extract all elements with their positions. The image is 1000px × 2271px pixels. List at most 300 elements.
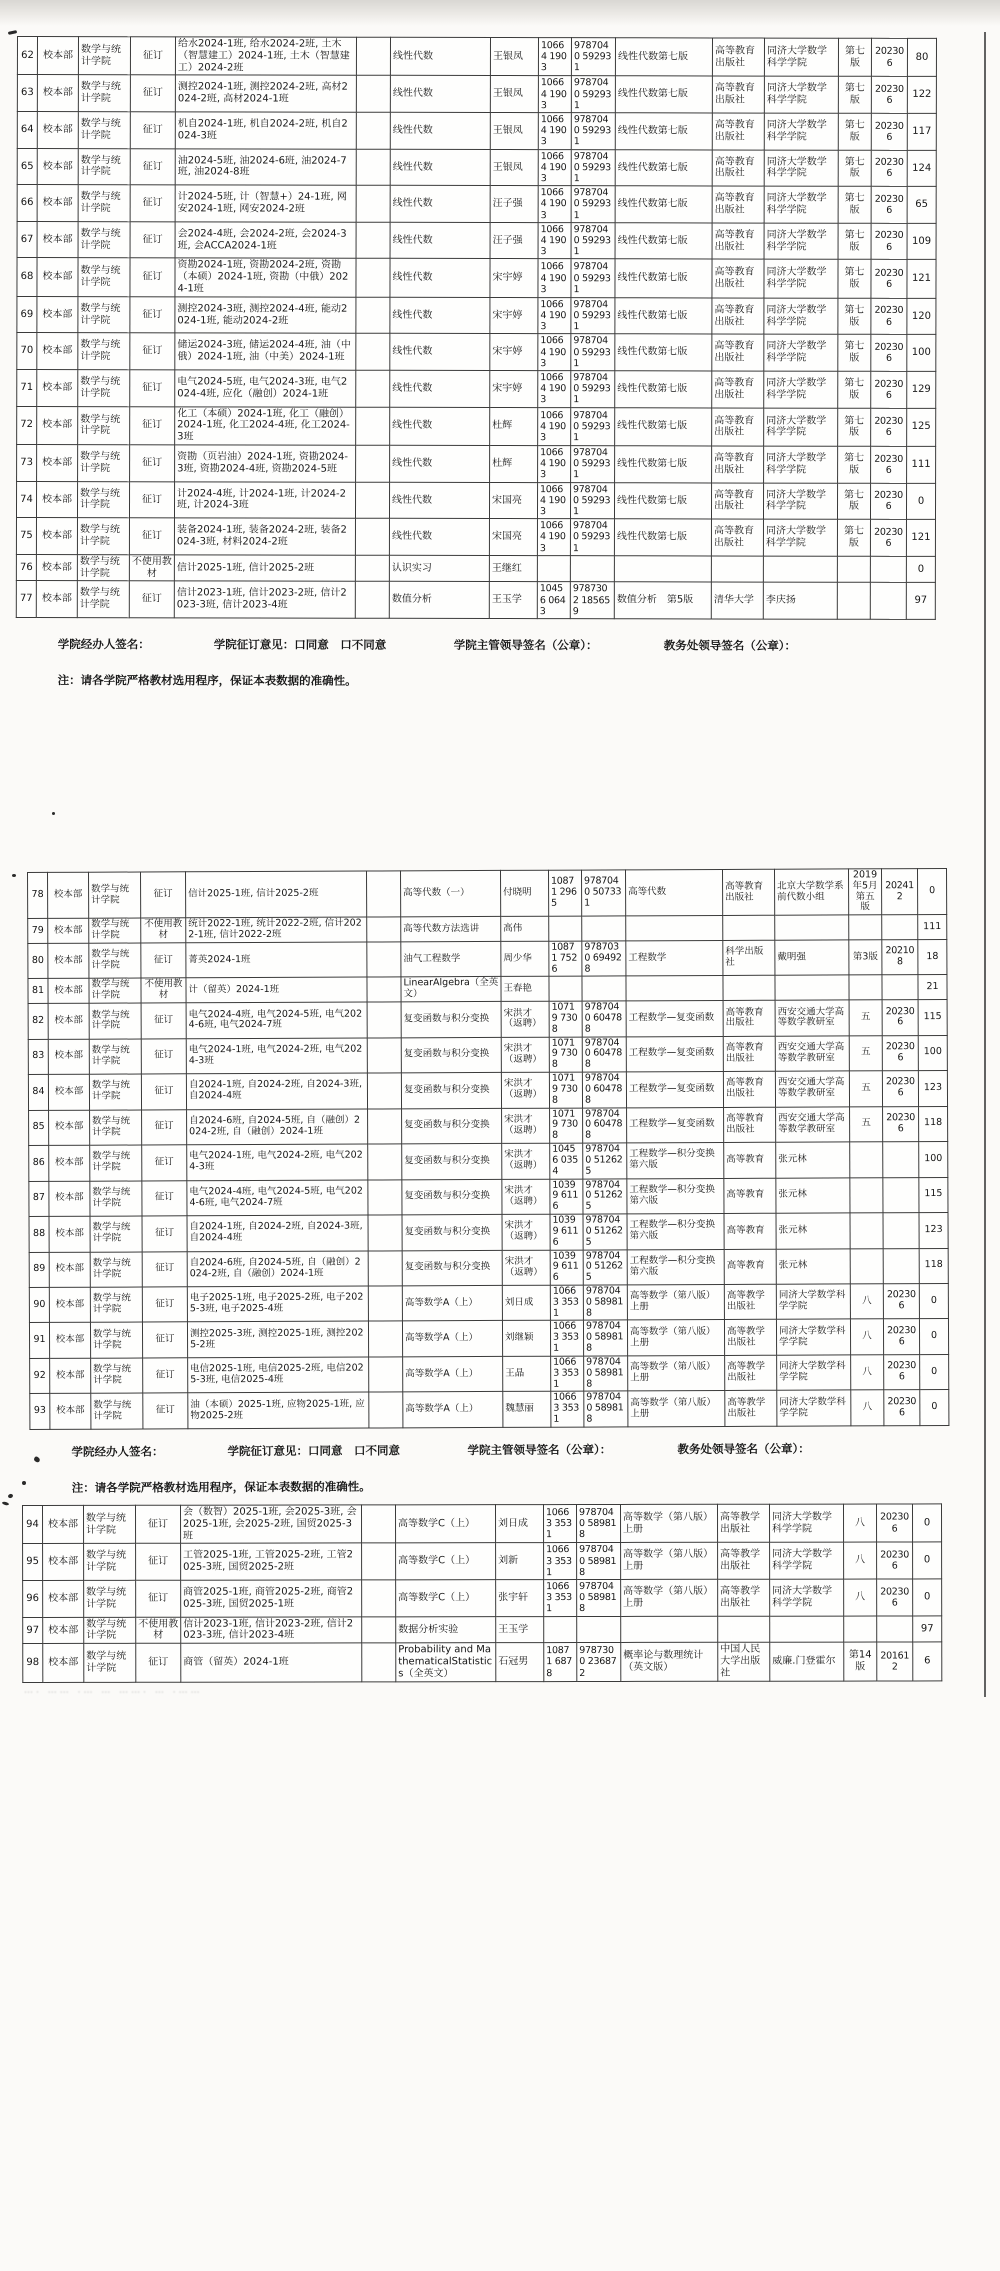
cell-col8: 宋洪才（返聘） <box>501 1072 549 1108</box>
cell-col15 <box>883 1213 919 1249</box>
academic-office-signature-label: 教务处领导签名（公章）： <box>677 1441 810 1457</box>
cell-col7: 复变函数与积分变换 <box>401 1073 501 1109</box>
cell-col16: 100 <box>907 335 936 372</box>
cell-col9: 10399 6116 <box>550 1250 583 1286</box>
cell-col6 <box>369 1392 403 1428</box>
cell-col16: 0 <box>919 1283 948 1319</box>
cell-col15: 202306 <box>871 408 907 446</box>
cell-col7: 复变函数与积分变换 <box>401 1002 501 1038</box>
cell-col5: 测控2025-3班, 测控2025-1班, 测控2025-2班 <box>187 1321 368 1357</box>
cell-col4: 征订 <box>142 1251 187 1287</box>
cell-col11: 工程数学—复变函数 <box>626 1036 723 1072</box>
college-leader-signature-label: 学院主管领导签名（公章）： <box>467 1442 612 1458</box>
cell-col12: 高等教育 <box>724 1249 776 1285</box>
cell-col4: 征订 <box>141 1074 186 1110</box>
cell-col3: 数学与统计学院 <box>77 481 129 518</box>
cell-col7: 线性代数 <box>390 334 490 371</box>
cell-col9: 10456 0354 <box>550 1143 583 1179</box>
cell-col6 <box>368 1286 402 1322</box>
cell-col11: 工程数学—积分变换 第六版 <box>627 1213 724 1249</box>
cell-col14: 2019年5月第五版 <box>848 869 881 915</box>
cell-col16: 118 <box>919 1248 948 1284</box>
cell-col8: 宋洪才（返聘） <box>501 1037 549 1073</box>
cell-col2: 校本部 <box>43 1505 84 1543</box>
cell-col8: 宋宇婷 <box>490 334 538 371</box>
cell-col11: 工程数学 <box>626 940 723 976</box>
cell-col4: 征订 <box>129 481 174 518</box>
cell-col3: 数学与统计学院 <box>84 1617 136 1644</box>
cell-col3: 数学与统计学院 <box>91 1393 143 1429</box>
cell-col2: 校本部 <box>48 1003 89 1039</box>
cell-col6 <box>356 149 390 186</box>
cell-col2: 校本部 <box>37 148 78 185</box>
cell-col4: 征订 <box>130 75 175 112</box>
cell-col1: 94 <box>23 1505 43 1543</box>
cell-col7: Probability and MathematicalStatistics（全英文） <box>396 1643 496 1682</box>
cell-col11: 线性代数第七版 <box>615 76 712 113</box>
cell-col9: 10663 3531 <box>544 1543 577 1580</box>
cell-col10: 9787040 604788 <box>582 1072 626 1108</box>
cell-col14: 第七版 <box>838 335 871 372</box>
cell-col2: 校本部 <box>49 1181 90 1217</box>
cell-col3: 数学与统计学院 <box>90 1322 142 1358</box>
cell-col11: 高等数学（第八版）上册 <box>628 1355 725 1391</box>
table-row <box>17 258 936 298</box>
accuracy-note: 注：请各学院严格教材选用程序，保证本表数据的准确性。 <box>57 673 357 688</box>
cell-col16: 97 <box>913 1616 942 1643</box>
cell-col4: 不使用教材 <box>136 1617 181 1644</box>
cell-col12: 高等教育出版社 <box>712 298 764 335</box>
cell-col5: 机自2024-1班, 机自2024-2班, 机自2024-3班 <box>175 112 356 149</box>
cell-col1: 62 <box>17 37 37 75</box>
cell-col15: 202306 <box>871 77 907 114</box>
cell-col1: 93 <box>30 1394 50 1430</box>
cell-col8: 宋洪才（返聘） <box>502 1214 550 1250</box>
cell-col13: 西安交通大学高等数学教研室 <box>775 1036 849 1072</box>
cell-col6 <box>356 76 390 113</box>
cell-col2: 校本部 <box>49 1216 90 1252</box>
cell-col2: 校本部 <box>36 554 77 581</box>
cell-col10: 9787040 592931 <box>571 334 615 371</box>
cell-col11 <box>614 556 711 583</box>
cell-col3: 数学与统计学院 <box>78 185 130 222</box>
cell-col7: 线性代数 <box>389 482 489 519</box>
cell-col1: 72 <box>17 406 37 444</box>
cell-col2: 校本部 <box>49 1110 90 1146</box>
cell-col8: 王继红 <box>489 555 537 582</box>
cell-col16: 120 <box>907 298 936 335</box>
cell-col4: 不使用教材 <box>141 918 186 943</box>
cell-col2: 校本部 <box>43 1580 84 1617</box>
cell-col15: 202306 <box>871 371 907 408</box>
cell-col15 <box>882 915 918 940</box>
cell-col13: 北京大学数学系前代数小组 <box>774 869 848 916</box>
cell-col5: 油（本硕）2025-1班, 应物2025-1班, 应物2025-2班 <box>188 1392 369 1428</box>
cell-col10: 9787300 236872 <box>577 1643 621 1681</box>
cell-col13: 同济大学数学科学学院 <box>764 335 838 372</box>
cell-col7: 复变函数与积分变换 <box>402 1214 502 1250</box>
cell-col1: 68 <box>17 258 37 296</box>
cell-col2: 校本部 <box>37 185 78 222</box>
cell-col13: 同济大学数学科学学院 <box>769 1504 843 1543</box>
cell-col5: 装备2024-1班, 装备2024-2班, 装备2024-3班, 材料2024-2班 <box>174 518 355 555</box>
cell-col7: 高等代数方法选讲 <box>401 917 501 942</box>
cell-col10: 9787040 589818 <box>584 1391 628 1427</box>
cell-col14: 八 <box>850 1319 883 1355</box>
cell-col9: 10719 7308 <box>549 1001 582 1037</box>
cell-col6 <box>367 1037 401 1073</box>
cell-col5: 资勘2024-1班, 资勘2024-2班, 资勘（本硕）2024-1班, 资勘（中俄）2024-1班 <box>175 258 356 297</box>
cell-col6 <box>362 1543 396 1580</box>
cell-col2: 校本部 <box>48 1039 89 1075</box>
cell-col15: 202306 <box>883 1319 919 1355</box>
cell-col12 <box>711 556 763 583</box>
cell-col14: 第七版 <box>837 519 870 556</box>
cell-col10: 9787040 512625 <box>583 1214 627 1250</box>
cell-col2: 校本部 <box>50 1358 91 1394</box>
academic-office-signature-label: 教务处领导签名（公章）： <box>663 638 796 653</box>
cell-col12: 高等教育出版社 <box>712 186 764 223</box>
cell-col13: 同济大学数学科学学院 <box>764 38 838 77</box>
cell-col12: 高等教育出版社 <box>712 371 764 408</box>
cell-col9: 10664 1903 <box>538 297 571 334</box>
ink-speck <box>8 30 17 35</box>
cell-col9: 10664 1903 <box>538 371 571 408</box>
cell-col4: 不使用教材 <box>129 555 174 582</box>
cell-col13: 同济大学数学科学学院 <box>770 1542 844 1579</box>
cell-col5: 自2024-6班, 自2024-5班, 自（融创）2024-2班, 自（融创）2024-1班 <box>187 1109 368 1145</box>
table-row <box>29 1283 948 1322</box>
cell-col8: 宋洪才（返聘） <box>502 1250 550 1286</box>
cell-col11: 线性代数第七版 <box>615 298 712 335</box>
cell-col1: 75 <box>16 518 36 555</box>
cell-col16: 115 <box>919 1177 948 1213</box>
cell-col11: 高等数学（第八版）上册 <box>620 1504 717 1543</box>
cell-col5: 电气2024-1班, 电气2024-2班, 电气2024-3班 <box>186 1038 367 1074</box>
cell-col12: 中国人民大学出版社 <box>718 1642 770 1680</box>
cell-col4: 征订 <box>136 1505 181 1543</box>
cell-col11: 工程数学—积分变换 第六版 <box>627 1143 724 1179</box>
cell-col10: 9787040 592931 <box>571 38 615 76</box>
cell-col12: 高等教育出版社 <box>711 483 763 520</box>
cell-col1: 88 <box>29 1216 49 1252</box>
cell-col4: 征订 <box>130 148 175 185</box>
cell-col2: 校本部 <box>37 221 78 258</box>
cell-col4: 征订 <box>142 1287 187 1323</box>
cell-col12: 高等教育出版社 <box>722 869 774 916</box>
cell-col1: 86 <box>29 1145 49 1181</box>
cell-col9: 10871 2965 <box>548 870 581 916</box>
cell-col13 <box>775 975 849 1000</box>
cell-col14: 第七版 <box>837 483 870 520</box>
cell-col5: 给水2024-1班, 给水2024-2班, 土木（智慧建工）2024-1班, 土木（智慧建工）2024-2班 <box>175 37 356 76</box>
cell-col4: 征订 <box>130 258 175 296</box>
cell-col1: 80 <box>28 943 48 979</box>
bleedthrough-text: ⋯· ⋯⋯ ·⋯ ⋯ ⋯⋯· ⋯ ·⋯⋯ <box>24 1688 203 1698</box>
cell-col7: 高等数学A（上） <box>403 1356 503 1392</box>
cell-col11: 高等数学（第八版）上册 <box>627 1284 724 1320</box>
cell-col3: 数学与统计学院 <box>89 872 141 919</box>
cell-col15: 201612 <box>877 1642 913 1680</box>
cell-col16: 121 <box>906 520 935 557</box>
cell-col5: 自2024-1班, 自2024-2班, 自2024-3班, 自2024-4班 <box>187 1215 368 1251</box>
cell-col4: 征订 <box>136 1544 181 1581</box>
cell-col3: 数学与统计学院 <box>90 1181 142 1217</box>
cell-col1: 81 <box>28 979 48 1004</box>
cell-col7: 线性代数 <box>390 445 490 482</box>
cell-col13: 同济大学数学科学学院 <box>764 298 838 335</box>
cell-col16: 21 <box>918 975 947 1000</box>
cell-col1: 84 <box>28 1074 48 1110</box>
cell-col16: 0 <box>919 1319 948 1355</box>
cell-col10: 9787040 592931 <box>571 259 615 297</box>
cell-col9 <box>544 1616 577 1643</box>
cell-col3: 数学与统计学院 <box>84 1580 136 1617</box>
cell-col5: 会2024-4班, 会2024-2班, 会2024-3班, 会ACCA2024-1班 <box>175 222 356 259</box>
cell-col1: 71 <box>17 370 37 407</box>
cell-col15: 202306 <box>884 1355 920 1391</box>
cell-col10: 9787040 589818 <box>584 1356 628 1392</box>
cell-col1: 82 <box>28 1004 48 1040</box>
cell-col2: 校本部 <box>37 37 78 75</box>
cell-col13: 同济大学数学科学学院 <box>764 186 838 223</box>
cell-col9: 10719 7308 <box>549 1072 582 1108</box>
cell-col1: 64 <box>17 112 37 149</box>
cell-col13 <box>775 915 849 940</box>
cell-col10 <box>582 916 626 941</box>
cell-col15: 202306 <box>871 38 907 76</box>
cell-col8: 王晶 <box>503 1356 551 1392</box>
cell-col6 <box>356 297 390 334</box>
cell-col15: 202412 <box>881 869 917 915</box>
cell-col6 <box>356 259 390 297</box>
cell-col16: 18 <box>918 939 947 975</box>
cell-col4: 征订 <box>141 943 186 979</box>
cell-col12 <box>723 916 775 941</box>
cell-col6 <box>356 222 390 259</box>
cell-col9: 10399 6116 <box>550 1214 583 1250</box>
cell-col6 <box>362 1643 396 1681</box>
cell-col1: 73 <box>17 445 37 482</box>
cell-col6 <box>356 407 390 445</box>
cell-col10: 9787040 592931 <box>571 407 615 445</box>
cell-col3: 数学与统计学院 <box>84 1644 136 1682</box>
cell-col8: 汪子强 <box>490 186 538 223</box>
cell-col9: 10664 1903 <box>538 407 571 445</box>
cell-col15: 202306 <box>871 113 907 150</box>
cell-col6 <box>356 112 390 149</box>
cell-col6 <box>362 1505 396 1543</box>
cell-col10: 9787040 589818 <box>583 1285 627 1321</box>
cell-col8: 宋洪才（返聘） <box>501 1001 549 1037</box>
cell-col9: 10663 3531 <box>551 1356 584 1392</box>
cell-col2: 校本部 <box>48 872 89 918</box>
cell-col3: 数学与统计学院 <box>90 1252 142 1288</box>
cell-col6 <box>355 582 389 619</box>
cell-col15: 202306 <box>871 446 907 483</box>
cell-col11: 线性代数第七版 <box>615 186 712 223</box>
ink-speck <box>22 1481 26 1485</box>
cell-col15: 202306 <box>871 335 907 372</box>
cell-col5: 会（数智）2025-1班, 会2025-3班, 会2025-1班, 会2025-2班, 国贸2025-3班 <box>181 1505 362 1544</box>
cell-col5: 油2024-5班, 油2024-6班, 油2024-7班, 油2024-8班 <box>175 148 356 185</box>
cell-col16: 0 <box>917 868 946 914</box>
cell-col14 <box>849 915 882 940</box>
cell-col6 <box>362 1616 396 1643</box>
cell-col15: 202306 <box>870 520 906 557</box>
cell-col2: 校本部 <box>37 112 78 149</box>
cell-col11: 数值分析 第5版 <box>614 582 711 619</box>
cell-col15 <box>883 1177 919 1213</box>
cell-col13: 同济大学数学科学学院 <box>764 150 838 187</box>
cell-col7: 复变函数与积分变换 <box>402 1250 502 1286</box>
cell-col8: 王春艳 <box>501 977 549 1002</box>
cell-col9: 10456 0643 <box>537 582 570 619</box>
cell-col7: 高等数学A（上） <box>403 1392 503 1428</box>
cell-col15 <box>883 1248 919 1284</box>
cell-col13: 张元林 <box>776 1142 850 1178</box>
cell-col6 <box>369 1357 403 1393</box>
cell-col16: 125 <box>907 408 936 446</box>
cell-col15: 202306 <box>871 150 907 187</box>
cell-col12: 高等教育出版社 <box>724 1107 776 1143</box>
cell-col4: 征订 <box>142 1322 187 1358</box>
cell-col14: 第14版 <box>844 1642 877 1680</box>
table-row <box>28 939 947 978</box>
cell-col2: 校本部 <box>37 406 78 444</box>
cell-col7: 复变函数与积分变换 <box>402 1108 502 1144</box>
cell-col4: 征订 <box>142 1180 187 1216</box>
operator-signature-label: 学院经办人签名： <box>71 1444 164 1459</box>
cell-col10: 9787040 592931 <box>571 371 615 408</box>
ink-speck <box>7 1493 13 1498</box>
textbook-order-table-3 <box>22 1503 942 1682</box>
cell-col10: 9787040 592931 <box>571 222 615 259</box>
table-row <box>17 370 936 409</box>
cell-col8: 石冠男 <box>496 1643 544 1681</box>
cell-col14: 八 <box>844 1579 877 1616</box>
cell-col8: 魏慧丽 <box>503 1392 551 1428</box>
cell-col13: 张元林 <box>776 1248 850 1284</box>
cell-col9: 10664 1903 <box>538 113 571 150</box>
cell-col12: 高等教学出版社 <box>724 1284 776 1320</box>
cell-col2: 校本部 <box>49 1252 90 1288</box>
cell-col14: 第七版 <box>838 223 871 260</box>
cell-col1: 91 <box>29 1323 49 1359</box>
cell-col1: 66 <box>17 185 37 222</box>
cell-col13: 张元林 <box>776 1177 850 1213</box>
cell-col7: 线性代数 <box>390 222 490 259</box>
cell-col7: 高等数学A（上） <box>402 1285 502 1321</box>
cell-col1: 77 <box>16 581 36 618</box>
cell-col2: 校本部 <box>50 1394 91 1430</box>
table-row <box>28 1000 947 1039</box>
order-opinion-label: 学院征订意见：口同意 口不同意 <box>213 637 387 652</box>
cell-col6 <box>367 917 401 942</box>
cell-col2: 校本部 <box>37 445 78 482</box>
cell-col2: 校本部 <box>49 1323 90 1359</box>
cell-col5: 化工（本硕）2024-1班, 化工（融创）2024-1班, 化工2024-4班, 化工2024-3班 <box>175 406 356 445</box>
cell-col10: 9787040 507331 <box>581 870 625 917</box>
cell-col11: 工程数学—复变函数 <box>627 1107 724 1143</box>
cell-col8: 杜辉 <box>490 407 538 445</box>
cell-col16: 0 <box>913 1542 942 1579</box>
cell-col12: 高等教学出版社 <box>718 1543 770 1580</box>
cell-col5: 计2024-4班, 计2024-1班, 计2024-2班, 计2024-3班 <box>174 481 355 518</box>
cell-col13 <box>770 1616 844 1643</box>
cell-col9: 10719 7308 <box>550 1108 583 1144</box>
cell-col13: 同济大学数学科学学院 <box>770 1579 844 1616</box>
cell-col1: 98 <box>23 1644 43 1682</box>
cell-col12: 高等教育出版社 <box>712 223 764 260</box>
cell-col15: 202306 <box>883 1284 919 1320</box>
table-row <box>28 1071 947 1110</box>
table-row <box>29 1106 948 1145</box>
table-row <box>16 554 935 583</box>
cell-col9: 10871 7526 <box>549 941 582 977</box>
cell-col4: 征订 <box>141 872 186 919</box>
college-leader-signature-label: 学院主管领导签名（公章）： <box>453 637 598 653</box>
cell-col15: 202306 <box>882 1035 918 1071</box>
cell-col14 <box>837 556 870 583</box>
cell-col9: 10664 1903 <box>538 149 571 186</box>
cell-col11: 线性代数第七版 <box>614 482 711 519</box>
cell-col1: 83 <box>28 1039 48 1075</box>
table-row <box>29 1177 948 1216</box>
cell-col1: 95 <box>23 1544 43 1581</box>
cell-col5: 商管2025-1班, 商管2025-2班, 商管2025-3班, 国贸2025-1班 <box>181 1580 362 1617</box>
cell-col3: 数学与统计学院 <box>77 581 129 618</box>
cell-col14: 第七版 <box>838 371 871 408</box>
cell-col7: 线性代数 <box>390 149 490 186</box>
cell-col1: 78 <box>28 872 48 918</box>
cell-col1: 76 <box>16 554 36 581</box>
cell-col8: 王银凤 <box>490 37 538 75</box>
cell-col14 <box>849 975 882 1000</box>
cell-col11: 高等数学（第八版）上册 <box>628 1391 725 1427</box>
cell-col6 <box>356 334 390 371</box>
textbook-order-table-1 <box>16 36 937 620</box>
cell-col15: 202108 <box>882 940 918 976</box>
cell-col7: 复变函数与积分变换 <box>401 1037 501 1073</box>
cell-col13: 同济大学数学科学学院 <box>763 519 837 556</box>
cell-col9: 10664 1903 <box>538 186 571 223</box>
cell-col6 <box>367 1002 401 1038</box>
cell-col13: 同济大学数学科学学院 <box>776 1284 850 1320</box>
cell-col6 <box>367 977 401 1002</box>
cell-col9: 10664 1903 <box>538 38 571 76</box>
cell-col5: 信计2025-1班, 信计2025-2班 <box>174 555 355 582</box>
ink-speck <box>52 812 55 815</box>
cell-col16: 0 <box>906 483 935 520</box>
cell-col11: 高等数学（第八版）上册 <box>621 1579 718 1616</box>
table-row <box>17 112 936 151</box>
cell-col8: 宋洪才（返聘） <box>502 1108 550 1144</box>
order-opinion-label: 学院征订意见：口同意 口不同意 <box>227 1443 401 1459</box>
cell-col1: 85 <box>29 1110 49 1146</box>
cell-col3: 数学与统计学院 <box>90 1145 142 1181</box>
cell-col14: 第七版 <box>838 38 871 76</box>
cell-col8: 宋宇婷 <box>490 297 538 334</box>
cell-col8: 刘日成 <box>496 1505 544 1543</box>
cell-col3: 数学与统计学院 <box>78 333 130 370</box>
table-row <box>23 1642 942 1682</box>
cell-col8: 王银凤 <box>490 112 538 149</box>
cell-col10: 9787040 604788 <box>582 1001 626 1037</box>
cell-col9: 10664 1903 <box>538 334 571 371</box>
table-row <box>17 185 936 224</box>
cell-col9: 10663 3531 <box>544 1505 577 1543</box>
